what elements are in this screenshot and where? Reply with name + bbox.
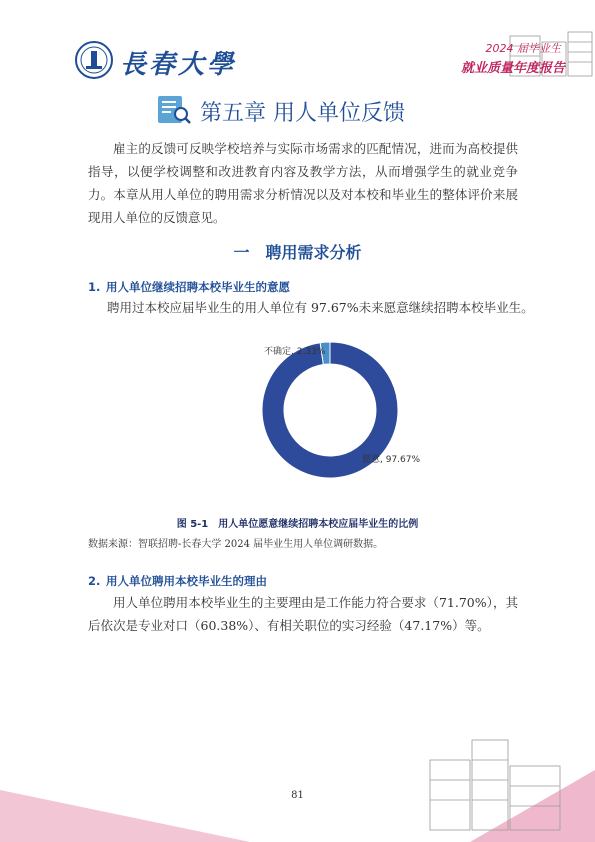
chapter-intro-paragraph: 雇主的反馈可反映学校培养与实际市场需求的匹配情况，进而为高校提供指导，以便学校调整和改进教育内容及教学方法，从而增强学生的就业竞争力。本章从用人单位的聘用需求分析情况以及对本校和毕业生的整体评价来展现用人单位的反馈意见。 (88, 141, 518, 225)
footer-campus-illustration (0, 730, 595, 842)
document-magnifier-icon (157, 95, 191, 125)
figure-caption: 图 5-1 用人单位愿意继续招聘本校应届毕业生的比例 (176, 519, 419, 530)
page-number: 81 (291, 790, 304, 801)
university-logo-text: 長春大學 (120, 50, 237, 80)
section-title: 一 聘用需求分析 (233, 243, 362, 262)
university-seal-icon (74, 40, 114, 80)
subsection-heading-1 (88, 279, 290, 295)
donut-chart (200, 330, 460, 480)
subsection-heading-2 (88, 573, 267, 589)
subsection-heading-text: 用人单位继续招聘本校毕业生的意愿 (106, 280, 290, 294)
report-year-label: 2024 届毕业生 (485, 42, 561, 55)
chapter-title: 第五章 用人单位反馈 (200, 101, 405, 126)
report-title-label: 就业质量年度报告 (460, 61, 565, 76)
data-source-note: 数据来源：智联招聘-长春大学 2024 届毕业生用人单位调研数据。 (88, 539, 384, 550)
subsection-2-paragraph: 用人单位聘用本校毕业生的主要理由是工作能力符合要求（71.70%），其后依次是专业对口（60.38%）、有相关职位的实习经验（47.17%）等。 (88, 595, 518, 633)
donut-label-uncertain: 不确定, 2.33% (264, 347, 326, 357)
donut-label-willing: 愿意, 97.67% (362, 455, 421, 465)
subsection-number: 2. (88, 574, 101, 588)
subsection-number: 1. (88, 280, 101, 294)
subsection-1-text: 聘用过本校应届毕业生的用人单位有 97.67%未来愿意继续招聘本校毕业生。 (107, 300, 534, 315)
subsection-heading-text: 用人单位聘用本校毕业生的理由 (106, 574, 267, 588)
